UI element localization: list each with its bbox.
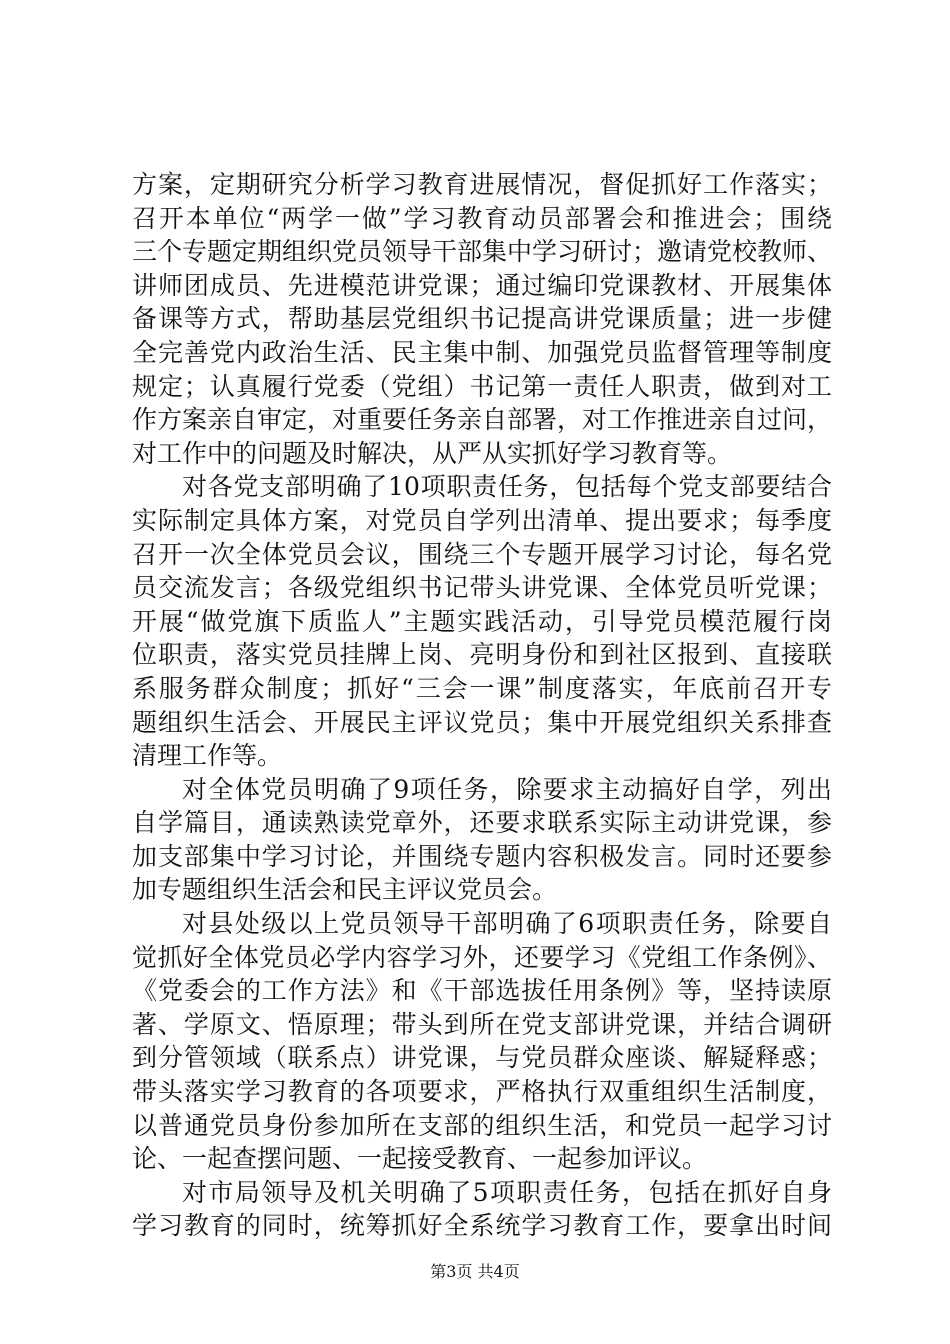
text-line: 三个专题定期组织党员领导干部集中学习研讨；邀请党校教师、	[132, 237, 833, 267]
text-line: 对各党支部明确了10项职责任务，包括每个党支部要结合	[182, 472, 832, 502]
text-line: 带头落实学习教育的各项要求，严格执行双重组织生活制度，	[132, 1077, 832, 1107]
text-line: 学习教育的同时，统筹抓好全系统学习教育工作，要拿出时间	[132, 1211, 832, 1241]
text-line: 实际制定具体方案，对党员自学列出清单、提出要求；每季度	[132, 505, 832, 535]
text-line: 到分管领域（联系点）讲党课，与党员群众座谈、解疑释惑；	[132, 1043, 832, 1073]
text-line: 全完善党内政治生活、民主集中制、加强党员监督管理等制度	[132, 337, 832, 367]
text-line: 题组织生活会、开展民主评议党员；集中开展党组织关系排查	[132, 707, 832, 737]
text-line: 清理工作等。	[132, 741, 283, 771]
text-line: 加专题组织生活会和民主评议党员会。	[132, 875, 558, 905]
text-line: 备课等方式，帮助基层党组织书记提高讲党课质量；进一步健	[132, 304, 832, 334]
text-line: 位职责，落实党员挂牌上岗、亮明身份和到社区报到、直接联	[132, 640, 832, 670]
text-line: 对工作中的问题及时解决，从严从实抓好学习教育等。	[132, 438, 733, 468]
page-footer: 第3页 共4页	[430, 1262, 520, 1281]
text-line: 论、一起查摆问题、一起接受教育、一起参加评议。	[132, 1144, 708, 1174]
text-line: 对市局领导及机关明确了5项职责任务，包括在抓好自身	[182, 1177, 832, 1207]
text-line: 讲师团成员、先进模范讲党课；通过编印党课教材、开展集体	[132, 270, 832, 300]
text-line: 作方案亲自审定，对重要任务亲自部署，对工作推进亲自过问，	[132, 405, 833, 435]
text-line: 召开一次全体党员会议，围绕三个专题开展学习讨论，每名党	[132, 539, 832, 569]
text-line: 觉抓好全体党员必学内容学习外，还要学习《党组工作条例》、	[132, 942, 832, 972]
text-line: 方案，定期研究分析学习教育进展情况，督促抓好工作落实；	[132, 170, 832, 199]
text-line: 开展“做党旗下质监人”主题实践活动，引导党员模范履行岗	[132, 606, 832, 636]
text-line: 规定；认真履行党委（党组）书记第一责任人职责，做到对工	[132, 371, 832, 401]
text-line: 《党委会的工作方法》和《干部选拔任用条例》等，坚持读原	[132, 976, 832, 1006]
text-line: 对县处级以上党员领导干部明确了6项职责任务，除要自	[182, 909, 832, 939]
text-line: 员交流发言；各级党组织书记带头讲党课、全体党员听党课；	[132, 573, 832, 603]
text-line: 加支部集中学习讨论，并围绕专题内容积极发言。同时还要参	[132, 841, 832, 871]
text-line: 以普通党员身份参加所在支部的组织生活，和党员一起学习讨	[132, 1110, 832, 1140]
document-body	[132, 168, 832, 1243]
text-line: 著、学原文、悟原理；带头到所在党支部讲党课，并结合调研	[132, 1009, 832, 1039]
text-line: 自学篇目，通读熟读党章外，还要求联系实际主动讲党课，参	[132, 808, 832, 838]
text-line: 系服务群众制度；抓好“三会一课”制度落实，年底前召开专	[132, 673, 832, 703]
text-line: 召开本单位“两学一做”学习教育动员部署会和推进会；围绕	[132, 203, 832, 233]
text-line: 对全体党员明确了9项任务，除要求主动搞好自学，列出	[182, 774, 832, 804]
